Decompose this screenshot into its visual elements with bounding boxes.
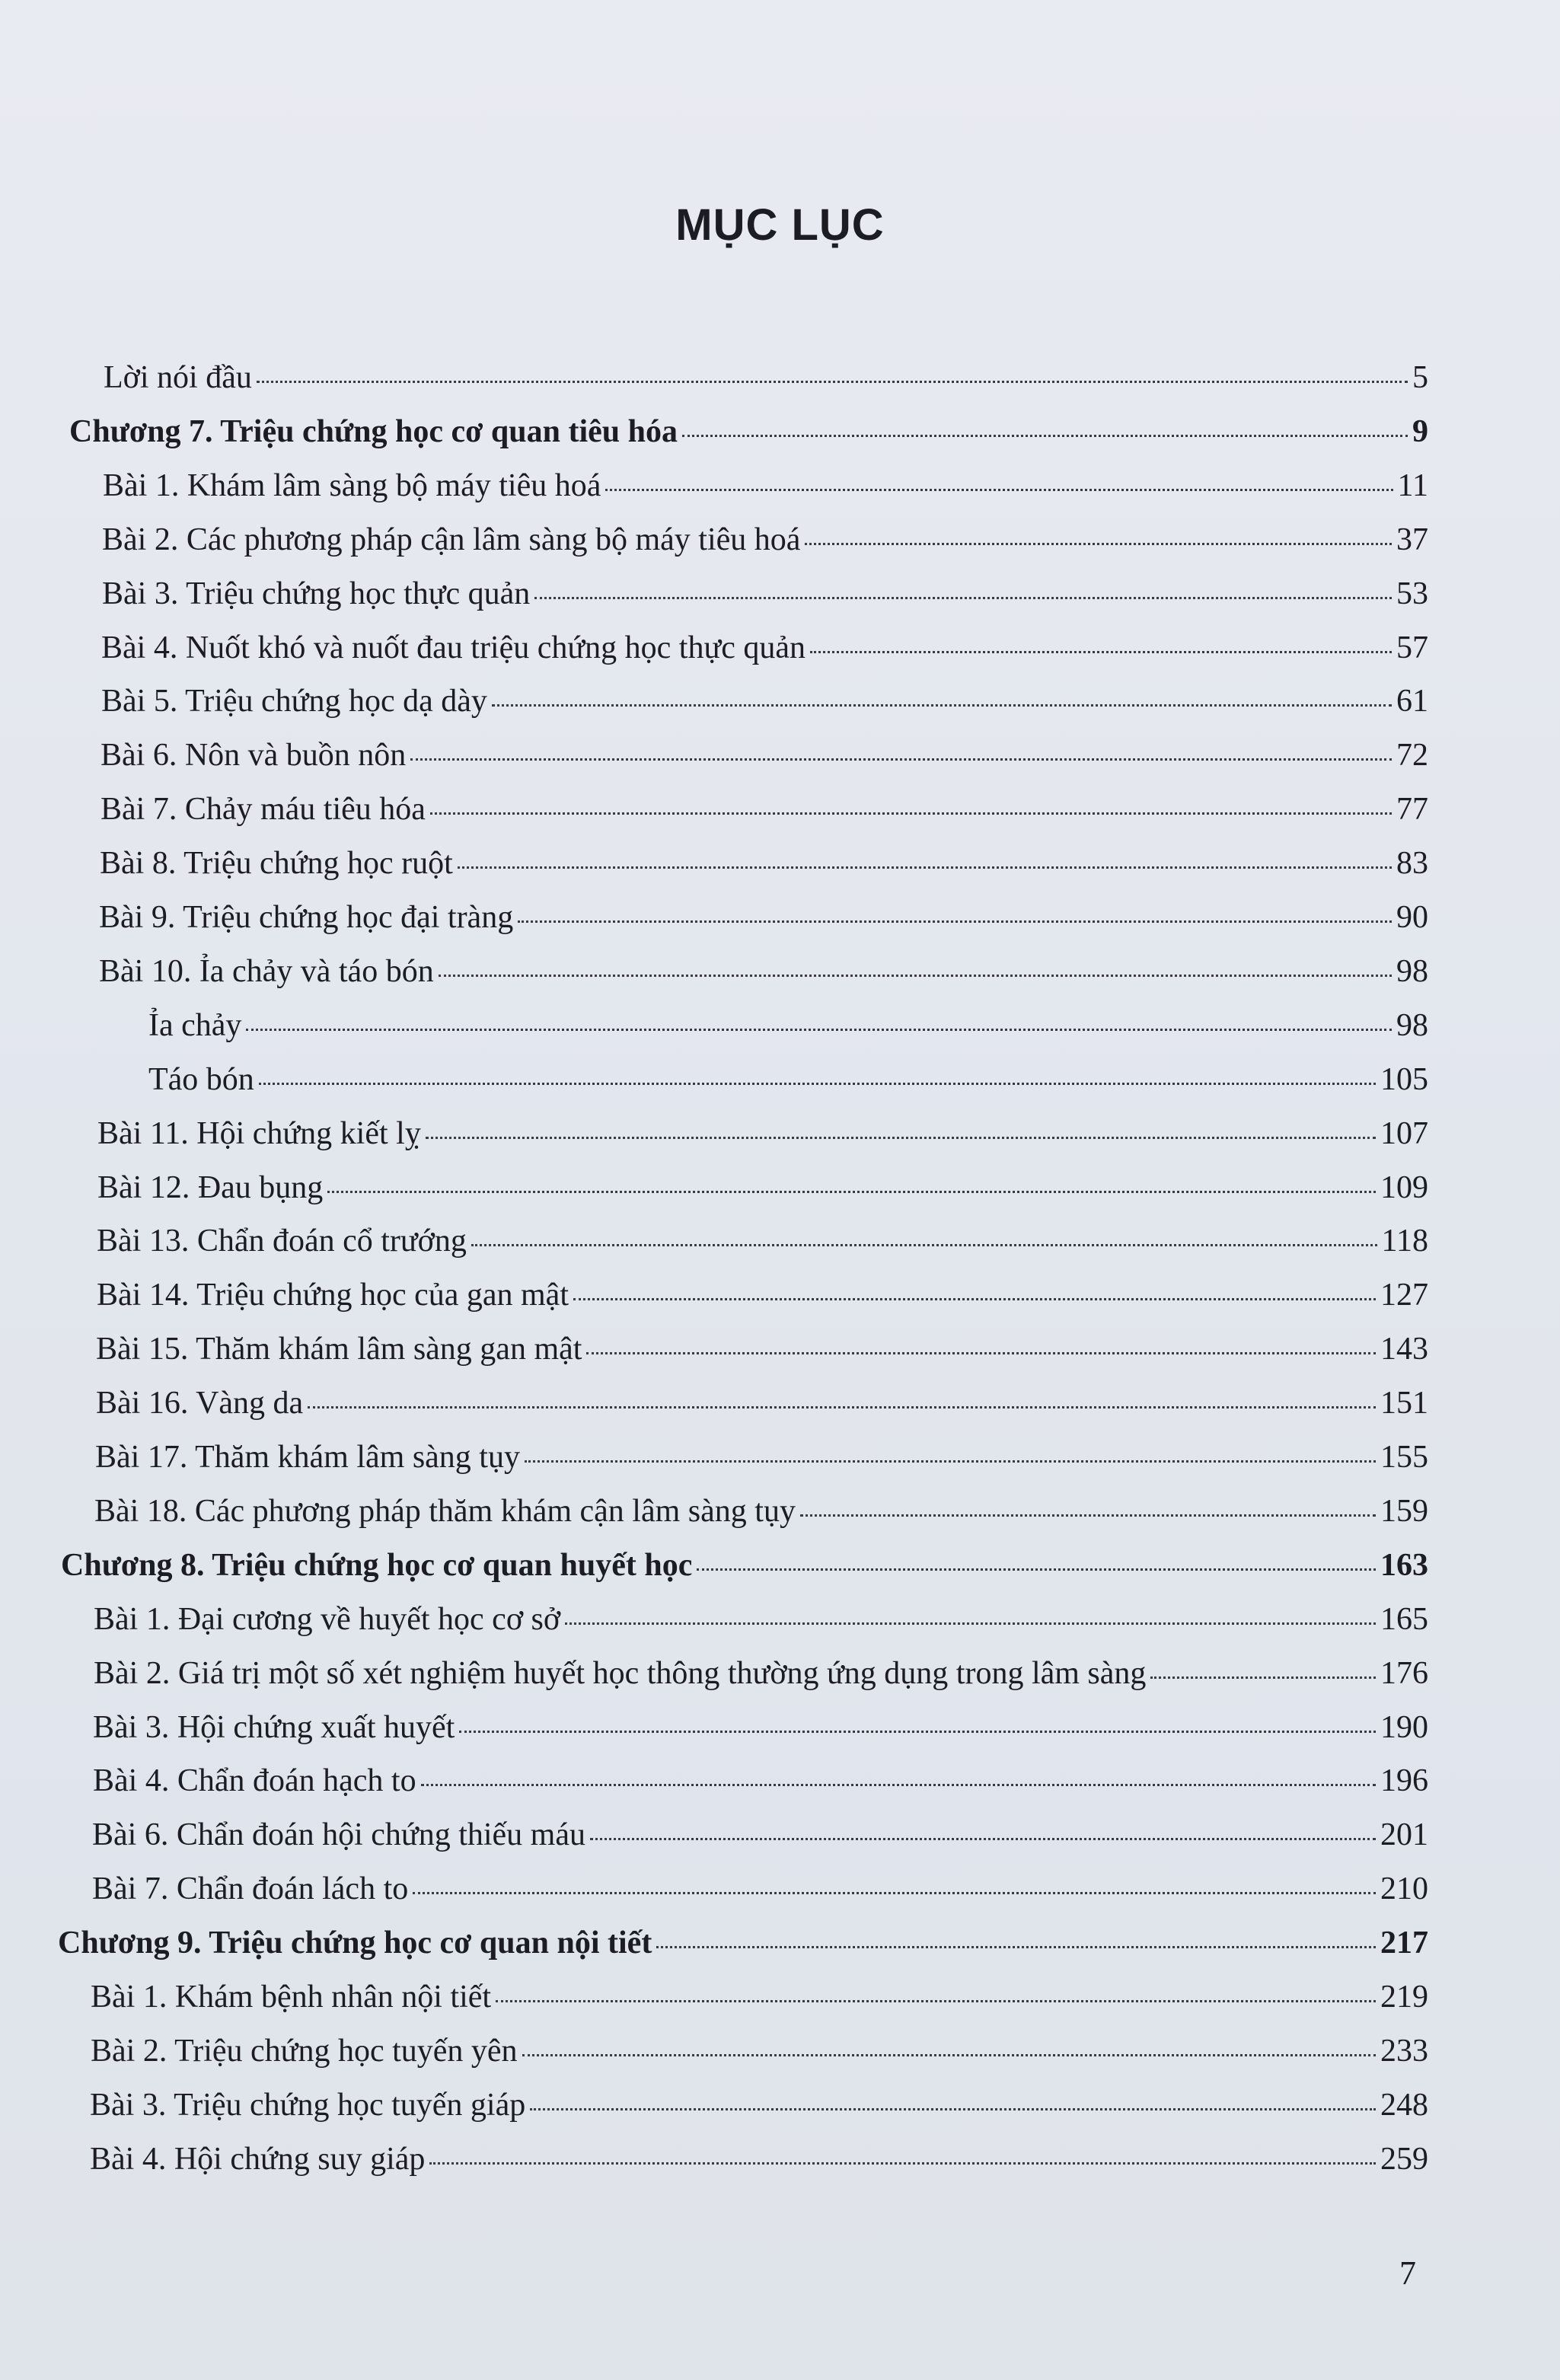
toc-entry-page: 219: [1380, 1980, 1428, 2015]
toc-entry-page: 196: [1380, 1763, 1428, 1798]
toc-entry-page: 5: [1412, 360, 1428, 395]
toc-entry-label: Chương 8. Triệu chứng học cơ quan huyết học: [61, 1548, 693, 1583]
toc-entry-label: Bài 8. Triệu chứng học ruột: [100, 846, 453, 881]
toc-entry-page: 53: [1396, 576, 1428, 611]
toc-entry-label: Bài 18. Các phương pháp thăm khám cận lâm sàng tụy: [94, 1494, 796, 1529]
toc-subentry: [148, 1060, 1428, 1099]
toc-entry-label: Ỉa chảy: [148, 1008, 242, 1043]
toc-entry-label: Chương 7. Triệu chứng học cơ quan tiêu hóa: [69, 414, 678, 449]
toc-entry-label: Bài 7. Chẩn đoán lách to: [92, 1871, 409, 1906]
toc-entry-page: 61: [1396, 684, 1428, 719]
dot-leader: [1150, 1677, 1376, 1679]
toc-entry-page: 259: [1380, 2142, 1428, 2177]
toc-entry-page: 107: [1380, 1116, 1428, 1151]
page-title: MỤC LỤC: [675, 200, 885, 250]
dot-leader: [573, 1298, 1376, 1300]
toc-entry-page: 127: [1380, 1278, 1428, 1313]
dot-leader: [605, 489, 1393, 491]
toc-entry-page: 98: [1396, 1008, 1428, 1043]
toc-entry-page: 165: [1380, 1602, 1428, 1637]
toc-entry: [90, 2139, 1428, 2179]
dot-leader: [586, 1352, 1376, 1354]
toc-entry-page: 77: [1396, 792, 1428, 827]
dot-leader: [534, 597, 1392, 599]
dot-leader: [682, 435, 1408, 437]
toc-entry-page: 83: [1396, 846, 1428, 881]
toc-entry-page: 72: [1396, 738, 1428, 773]
toc-entry: [96, 1383, 1428, 1423]
toc-entry: [90, 2085, 1428, 2125]
dot-leader: [697, 1568, 1376, 1571]
toc-entry-label: Bài 9. Triệu chứng học đại tràng: [99, 900, 514, 935]
toc-entry-page: 151: [1380, 1386, 1428, 1421]
dot-leader: [308, 1406, 1376, 1409]
dot-leader: [459, 1731, 1376, 1733]
toc-entry-page: 210: [1380, 1871, 1428, 1906]
toc-entry-page: 233: [1380, 2034, 1428, 2069]
dot-leader: [656, 1946, 1376, 1948]
toc-entry-label: Bài 3. Triệu chứng học tuyến giáp: [90, 2088, 526, 2123]
toc-entry: [92, 1869, 1428, 1909]
toc-entry-page: 155: [1380, 1440, 1428, 1475]
toc-entry: [94, 1600, 1428, 1639]
toc-entry: [97, 1114, 1428, 1153]
toc-entry-page: 176: [1380, 1656, 1428, 1691]
toc-entry-label: Bài 6. Nôn và buồn nôn: [100, 738, 407, 773]
toc-entry: [94, 1654, 1428, 1693]
toc-entry-page: 248: [1380, 2088, 1428, 2123]
toc-entry-page: 190: [1380, 1710, 1428, 1745]
dot-leader: [327, 1191, 1376, 1193]
toc-entry: [100, 735, 1428, 775]
dot-leader: [530, 2108, 1376, 2110]
toc-entry-page: 9: [1412, 414, 1428, 449]
dot-leader: [518, 920, 1392, 923]
toc-entry: [100, 844, 1428, 883]
toc-entry: [91, 2031, 1428, 2071]
dot-leader: [439, 975, 1392, 977]
dot-leader: [522, 2054, 1376, 2056]
toc-entry-label: Bài 7. Chảy máu tiêu hóa: [100, 792, 426, 827]
toc-subentry: [148, 1006, 1428, 1045]
toc-entry-label: Bài 4. Hội chứng suy giáp: [90, 2142, 426, 2177]
dot-leader: [525, 1460, 1376, 1463]
dot-leader: [413, 1892, 1376, 1894]
toc-entry: [97, 1275, 1428, 1315]
toc-entry-page: 217: [1380, 1925, 1428, 1960]
toc-entry-label: Bài 16. Vàng da: [96, 1386, 304, 1421]
toc-entry-label: Bài 2. Các phương pháp cận lâm sàng bộ máy tiêu hoá: [102, 522, 801, 557]
toc-entry: [102, 520, 1428, 560]
dot-leader: [246, 1029, 1392, 1031]
dot-leader: [257, 381, 1408, 383]
toc-entry-label: Bài 3. Triệu chứng học thực quản: [102, 576, 531, 611]
toc-entry-label: Bài 1. Khám lâm sàng bộ máy tiêu hoá: [103, 468, 601, 503]
toc-entry-label: Bài 4. Nuốt khó và nuốt đau triệu chứng học thực quản: [101, 630, 806, 665]
toc-entry-page: 163: [1380, 1548, 1428, 1583]
toc-entry-label: Bài 10. Ỉa chảy và táo bón: [99, 954, 434, 989]
toc-entry: [99, 898, 1428, 937]
toc-entry-label: Bài 2. Triệu chứng học tuyến yên: [91, 2034, 518, 2069]
toc-entry-label: Bài 1. Đại cương về huyết học cơ sở: [94, 1602, 561, 1637]
dot-leader: [426, 1137, 1376, 1139]
toc-entry-page: 143: [1380, 1332, 1428, 1367]
dot-leader: [410, 758, 1392, 761]
toc-entry-page: 118: [1381, 1223, 1428, 1259]
toc-entry-label: Bài 5. Triệu chứng học dạ dày: [101, 684, 487, 719]
toc-entry-label: Bài 15. Thăm khám lâm sàng gan mật: [96, 1332, 582, 1367]
toc-chapter-entry: [69, 412, 1428, 451]
toc-entry-label: Chương 9. Triệu chứng học cơ quan nội tiết: [58, 1925, 652, 1960]
toc-entry: [92, 1815, 1428, 1855]
dot-leader: [800, 1514, 1376, 1517]
toc-entry-page: 57: [1396, 630, 1428, 665]
page-number: 7: [1399, 2254, 1416, 2292]
dot-leader: [805, 543, 1392, 545]
toc-entry: [93, 1708, 1428, 1747]
toc-entry-label: Bài 14. Triệu chứng học của gan mật: [97, 1278, 569, 1313]
dot-leader: [429, 2162, 1376, 2165]
toc-entry: [93, 1761, 1428, 1801]
dot-leader: [430, 812, 1392, 815]
toc-entry-label: Bài 6. Chẩn đoán hội chứng thiếu máu: [92, 1817, 585, 1852]
toc-entry-page: 98: [1396, 954, 1428, 989]
dot-leader: [810, 651, 1392, 653]
toc-entry-label: Bài 3. Hội chứng xuất huyết: [93, 1710, 455, 1745]
toc-entry-page: 109: [1380, 1170, 1428, 1205]
dot-leader: [471, 1244, 1377, 1246]
toc-entry: [100, 790, 1428, 829]
toc-entry: [99, 952, 1428, 991]
toc-entry-label: Táo bón: [148, 1062, 254, 1097]
toc-entry: [104, 358, 1428, 397]
toc-chapter-entry: [61, 1546, 1428, 1585]
toc-entry: [94, 1491, 1428, 1531]
toc-entry-label: Bài 11. Hội chứng kiết lỵ: [97, 1116, 421, 1151]
toc-entry-page: 105: [1380, 1062, 1428, 1097]
toc-entry: [96, 1329, 1428, 1369]
toc-entry: [97, 1221, 1428, 1261]
dot-leader: [259, 1083, 1376, 1085]
toc-entry-label: Bài 12. Đau bụng: [97, 1170, 324, 1205]
dot-leader: [492, 704, 1392, 707]
toc-entry-page: 11: [1397, 468, 1428, 503]
dot-leader: [421, 1784, 1376, 1786]
toc-entry-page: 37: [1396, 522, 1428, 557]
toc-entry: [91, 1977, 1428, 2017]
toc-entry-page: 159: [1380, 1494, 1428, 1529]
toc-entry: [101, 681, 1428, 721]
toc-entry-label: Lời nói đầu: [104, 360, 252, 395]
toc-entry: [102, 574, 1428, 614]
toc-entry: [101, 628, 1428, 668]
dot-leader: [458, 866, 1392, 869]
dot-leader: [496, 2000, 1376, 2002]
toc-entry-page: 90: [1396, 900, 1428, 935]
toc-entry: [103, 466, 1428, 506]
toc-entry-label: Bài 4. Chẩn đoán hạch to: [93, 1763, 416, 1798]
toc-entry: [95, 1437, 1428, 1477]
dot-leader: [590, 1838, 1376, 1840]
toc-entry-label: Bài 2. Giá trị một số xét nghiệm huyết học thông thường ứng dụng trong lâm sàng: [94, 1656, 1147, 1691]
toc-entry: [97, 1168, 1428, 1208]
toc-entry-label: Bài 17. Thăm khám lâm sàng tụy: [95, 1440, 520, 1475]
toc-entry-label: Bài 1. Khám bệnh nhân nội tiết: [91, 1980, 492, 2015]
toc-chapter-entry: [58, 1923, 1428, 1963]
toc-entry-label: Bài 13. Chẩn đoán cổ trướng: [97, 1223, 467, 1259]
dot-leader: [565, 1622, 1376, 1625]
toc-entry-page: 201: [1380, 1817, 1428, 1852]
